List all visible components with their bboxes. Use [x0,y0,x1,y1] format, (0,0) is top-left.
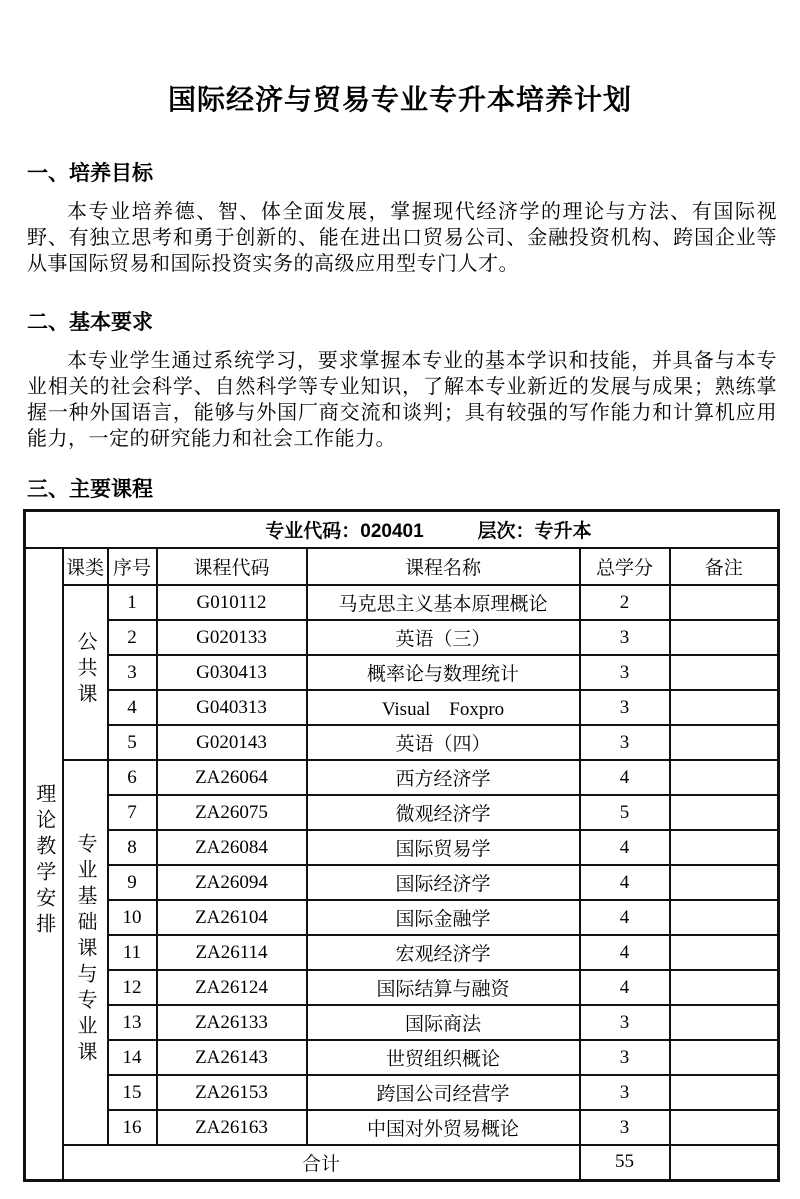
level-value: 专升本 [534,520,592,542]
section-heading-courses: 三、主要课程 [27,478,153,502]
col-header-index: 序号 [108,548,157,585]
index-cell: 2 [108,620,157,655]
code-cell: ZA26075 [157,795,307,830]
section-paragraph-requirements: 本专业学生通过系统学习，要求掌握本专业的基本学识和技能，并具备与本专业相关的社会科学、自然科学等专业知识，了解本专业新近的发展与成果；熟练掌握一种外国语言，能够与外国厂商交流和谈判；具有较强的写作能力和计算机应用能力，一定的研究能力和社会工作能力。 [27,350,777,451]
course-row [25,900,779,935]
code-cell: ZA26114 [157,935,307,970]
remark-cell [670,795,779,830]
code-cell: G020133 [157,620,307,655]
name-cell: 微观经济学 [307,795,580,830]
remark-cell [670,830,779,865]
index-cell: 12 [108,970,157,1005]
col-header-course-code: 课程代码 [157,548,307,585]
credits-cell: 4 [580,970,670,1005]
remark-cell [670,1075,779,1110]
remark-cell [670,585,779,620]
index-cell: 4 [108,690,157,725]
major-code-value: 020401 [360,520,424,542]
page-title: 国际经济与贸易专业专升本培养计划 [167,84,632,115]
code-cell: ZA26143 [157,1040,307,1075]
index-cell: 1 [108,585,157,620]
remark-cell [670,655,779,690]
course-row [25,690,779,725]
credits-cell: 3 [580,655,670,690]
name-cell: Visual Foxpro [307,690,580,725]
name-cell: 中国对外贸易概论 [307,1110,580,1145]
index-cell: 13 [108,1005,157,1040]
name-cell: 世贸组织概论 [307,1040,580,1075]
index-cell: 9 [108,865,157,900]
level [477,521,591,542]
total-remark-cell [670,1145,779,1180]
document-body [27,126,777,502]
course-group-label-major: 专业基础课与专业课 [74,832,96,1067]
index-cell: 10 [108,900,157,935]
credits-cell: 4 [580,900,670,935]
name-cell: 跨国公司经营学 [307,1075,580,1110]
course-group-cell-public [63,585,108,760]
course-row [25,865,779,900]
row-group-label: 理论教学安排 [32,782,55,939]
course-row [25,1075,779,1110]
remark-cell [670,935,779,970]
course-group-label-public: 公共课 [74,630,96,709]
credits-cell: 3 [580,690,670,725]
credits-cell: 3 [580,1110,670,1145]
name-cell: 西方经济学 [307,760,580,795]
total-label-cell: 合计 [63,1145,580,1180]
credits-cell: 3 [580,1075,670,1110]
name-cell: 英语（四） [307,725,580,760]
remark-cell [670,1005,779,1040]
index-cell: 15 [108,1075,157,1110]
course-row [25,1005,779,1040]
code-cell: G040313 [157,690,307,725]
code-cell: G010112 [157,585,307,620]
table-meta-cell [25,510,779,548]
section-heading-requirements: 二、基本要求 [27,311,153,335]
major-code [211,516,477,543]
code-cell: G020143 [157,725,307,760]
curriculum-table [23,509,780,1182]
course-row [25,725,779,760]
course-row [25,935,779,970]
credits-cell: 2 [580,585,670,620]
credits-cell: 3 [580,620,670,655]
table-meta-row [25,510,779,548]
name-cell: 英语（三） [307,620,580,655]
credits-cell: 4 [580,760,670,795]
course-row [25,1040,779,1075]
code-cell: ZA26153 [157,1075,307,1110]
name-cell: 国际金融学 [307,900,580,935]
index-cell: 8 [108,830,157,865]
course-row [25,830,779,865]
section-paragraph-goals: 本专业培养德、智、体全面发展，掌握现代经济学的理论与方法、有国际视野、有独立思考和勇于创新的、能在进出口贸易公司、金融投资机构、跨国企业等从事国际贸易和国际投资实务的高级应用型专门人才。 [27,201,777,276]
index-cell: 16 [108,1110,157,1145]
total-row [25,1145,779,1180]
remark-cell [670,620,779,655]
code-cell: ZA26124 [157,970,307,1005]
course-row [25,585,779,620]
index-cell: 14 [108,1040,157,1075]
index-cell: 6 [108,760,157,795]
remark-cell [670,865,779,900]
remark-cell [670,690,779,725]
index-cell: 5 [108,725,157,760]
remark-cell [670,970,779,1005]
course-row [25,655,779,690]
course-row [25,795,779,830]
name-cell: 国际商法 [307,1005,580,1040]
table-header-row [25,548,779,585]
code-cell: ZA26094 [157,865,307,900]
code-cell: ZA26064 [157,760,307,795]
level-label: 层次： [477,520,535,542]
major-code-label: 专业代码： [265,520,361,542]
section-heading-goals: 一、培养目标 [27,162,153,186]
col-header-remarks: 备注 [670,548,779,585]
name-cell: 国际结算与融资 [307,970,580,1005]
credits-cell: 4 [580,830,670,865]
credits-cell: 5 [580,795,670,830]
col-header-course-name: 课程名称 [307,548,580,585]
index-cell: 7 [108,795,157,830]
code-cell: ZA26104 [157,900,307,935]
course-row [25,760,779,795]
remark-cell [670,760,779,795]
index-cell: 11 [108,935,157,970]
remark-cell [670,725,779,760]
index-cell: 3 [108,655,157,690]
name-cell: 国际贸易学 [307,830,580,865]
remark-cell [670,1040,779,1075]
name-cell: 宏观经济学 [307,935,580,970]
name-cell: 马克思主义基本原理概论 [307,585,580,620]
code-cell: ZA26084 [157,830,307,865]
name-cell: 国际经济学 [307,865,580,900]
total-credits-cell: 55 [580,1145,670,1180]
credits-cell: 3 [580,1040,670,1075]
credits-cell: 4 [580,935,670,970]
credits-cell: 3 [580,725,670,760]
course-group-cell-major [63,760,108,1145]
col-header-course-type: 课类 [63,548,108,585]
course-row [25,970,779,1005]
credits-cell: 3 [580,1005,670,1040]
course-row [25,620,779,655]
remark-cell [670,900,779,935]
remark-cell [670,1110,779,1145]
name-cell: 概率论与数理统计 [307,655,580,690]
col-header-total-credits: 总学分 [580,548,670,585]
code-cell: ZA26163 [157,1110,307,1145]
code-cell: G030413 [157,655,307,690]
code-cell: ZA26133 [157,1005,307,1040]
credits-cell: 4 [580,865,670,900]
row-group-cell-theory-teaching [25,548,63,1180]
course-row [25,1110,779,1145]
